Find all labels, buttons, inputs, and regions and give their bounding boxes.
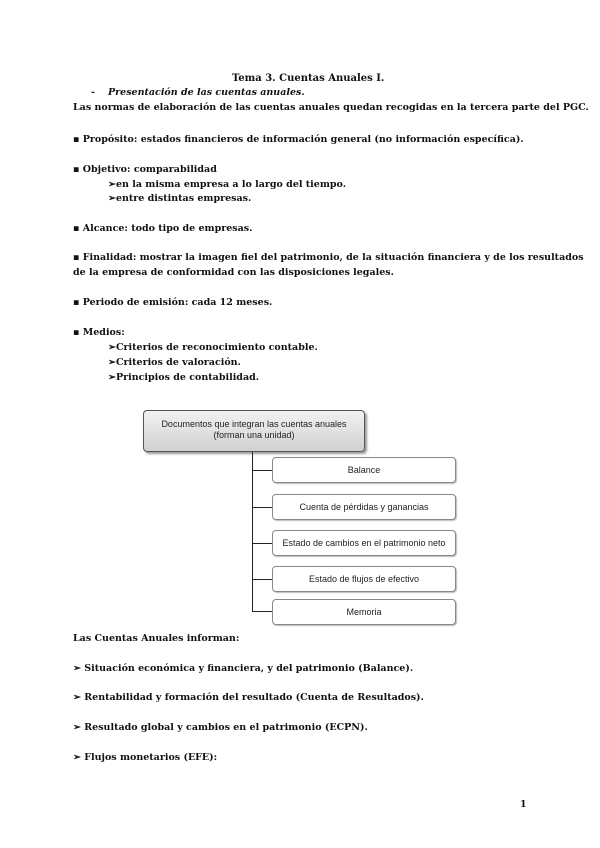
diagram-connector [252,611,272,612]
diagram-connector [252,579,272,580]
page-number: 1 [520,799,527,810]
diagram-node-pyg: Cuenta de pérdidas y ganancias [272,494,456,520]
page-title: Tema 3. Cuentas Anuales I. [232,73,385,84]
informan-item: ➢ Rentabilidad y formación del resultado (Cuenta de Resultados). [73,692,424,703]
proposito-item: ▪ Propósito: estados financieros de información general (no información específica). [73,134,524,145]
diagram-node-efe: Estado de flujos de efectivo [272,566,456,592]
informan-item: ➢ Situación económica y financiera, y del patrimonio (Balance). [73,663,414,674]
finalidad-line: de la empresa de conformidad con las disposiciones legales. [73,267,394,278]
diagram-root-box [143,410,365,452]
medios-subitem: ➢Criterios de valoración. [108,357,241,368]
informan-item: ➢ Resultado global y cambios en el patrimonio (ECPN). [73,722,368,733]
section-bullet: - [91,87,95,98]
diagram-node-memoria: Memoria [272,599,456,625]
diagram-connector [252,507,272,508]
alcance-item: ▪ Alcance: todo tipo de empresas. [73,223,253,234]
finalidad-line: ▪ Finalidad: mostrar la imagen fiel del patrimonio, de la situación financiera y de los resultados [73,252,584,263]
medios-subitem: ➢Principios de contabilidad. [108,372,260,383]
objetivo-subitem: ➢en la misma empresa a lo largo del tiempo. [108,179,347,190]
periodo-item: ▪ Periodo de emisión: cada 12 meses. [73,297,273,308]
diagram-connector [252,470,272,471]
section-heading: Presentación de las cuentas anuales. [108,87,305,98]
medios-label: ▪ Medios: [73,327,125,338]
diagram-node-balance: Balance [272,457,456,483]
informan-item: ➢ Flujos monetarios (EFE): [73,752,218,763]
objetivo-subitem: ➢entre distintas empresas. [108,193,252,204]
diagram-connector-vertical [252,452,253,612]
informan-label: Las Cuentas Anuales informan: [73,633,240,644]
intro-paragraph: Las normas de elaboración de las cuentas anuales quedan recogidas en la tercera parte del PGC. [73,102,589,113]
objetivo-label: ▪ Objetivo: comparabilidad [73,164,217,175]
medios-subitem: ➢Criterios de reconocimiento contable. [108,342,318,353]
diagram-node-ecpn: Estado de cambios en el patrimonio neto [272,530,456,556]
diagram-root-line: Documentos que integran las cuentas anuales [161,419,347,429]
diagram-root-line: (forman una unidad) [213,430,295,440]
diagram-connector [252,543,272,544]
